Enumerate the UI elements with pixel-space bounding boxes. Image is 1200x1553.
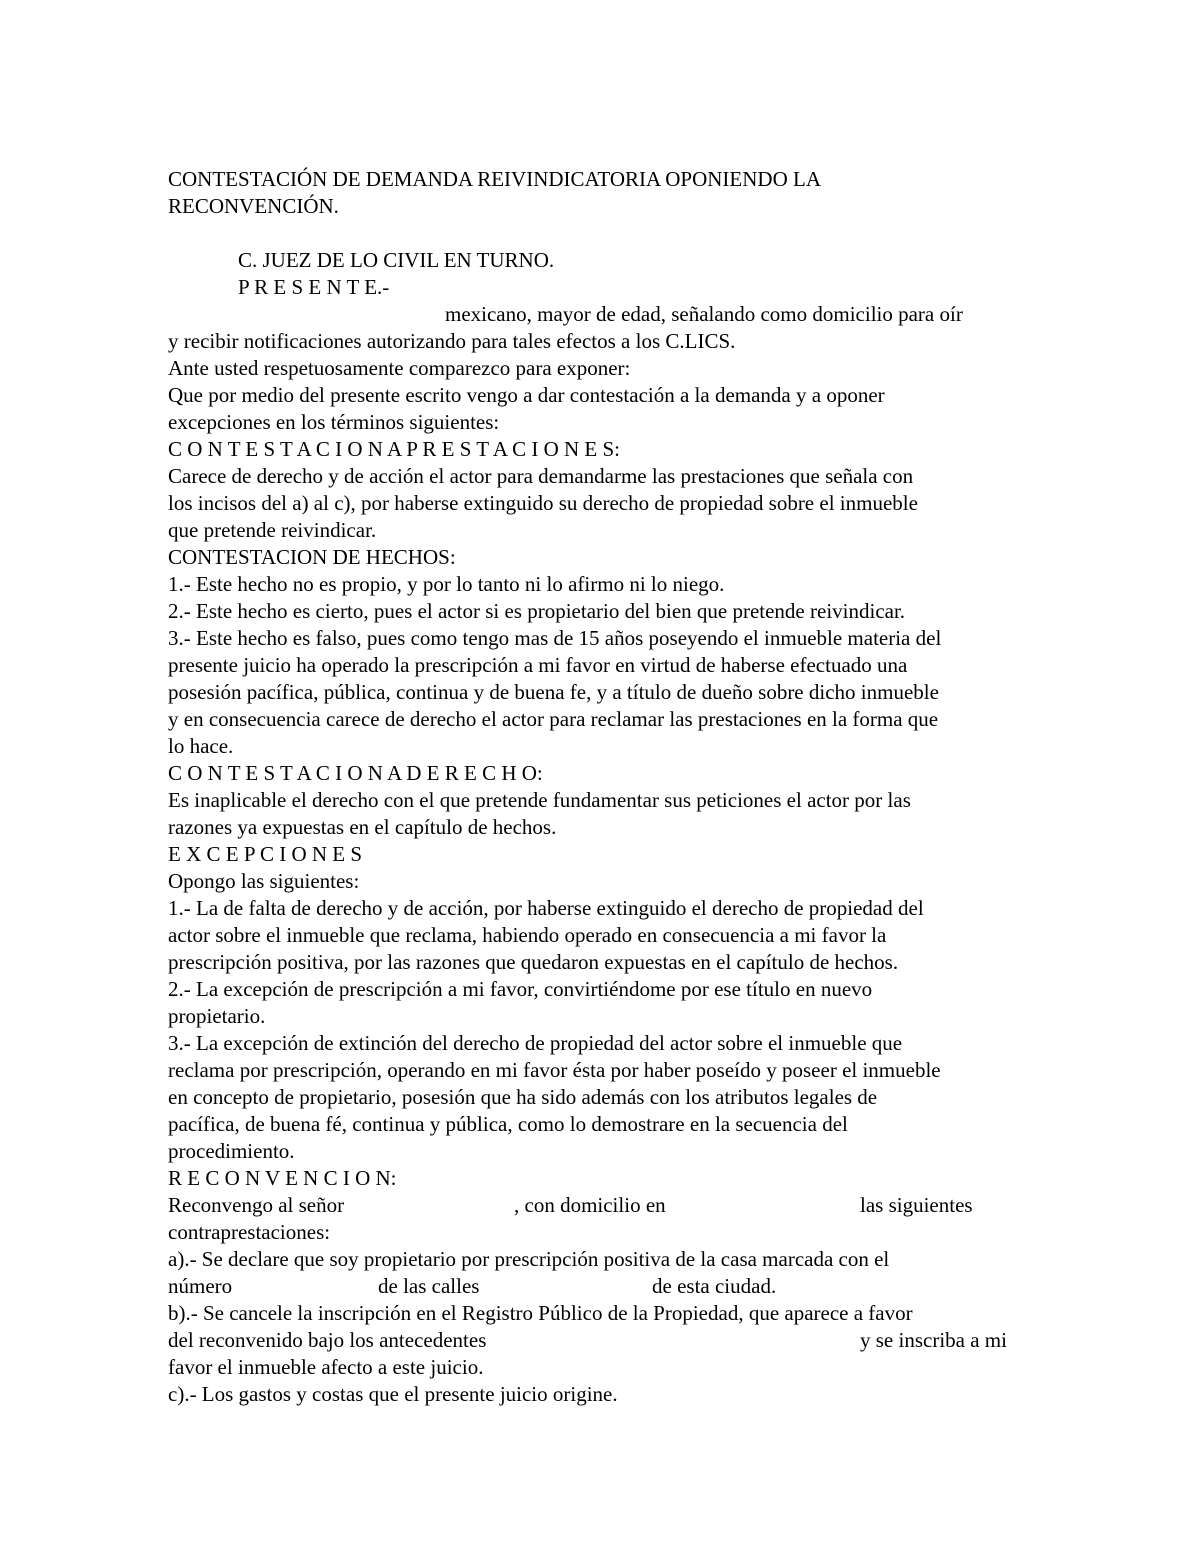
reconvencion-text: del reconvenido bajo los antecedentes [168, 1328, 487, 1352]
paragraph-line: reclama por prescripción, operando en mi favor ésta por haber poseído y poseer el inmueble [168, 1058, 941, 1082]
section-heading-derecho: C O N T E S T A C I O N A D E R E C H O: [168, 761, 543, 785]
intro-line: Ante usted respetuosamente comparezco para exponer: [168, 356, 631, 380]
paragraph-line: 1.- La de falta de derecho y de acción, por haberse extinguido el derecho de propiedad del [168, 896, 924, 920]
reconvencion-row [168, 1192, 1048, 1219]
paragraph-line: a).- Se declare que soy propietario por prescripción positiva de la casa marcada con el [168, 1247, 890, 1271]
paragraph-line: los incisos del a) al c), por haberse extinguido su derecho de propiedad sobre el inmueble [168, 491, 918, 515]
paragraph-line: pacífica, de buena fé, continua y pública, como lo demostrare en la secuencia del [168, 1112, 848, 1136]
paragraph-line: y en consecuencia carece de derecho el actor para reclamar las prestaciones en la forma que [168, 707, 939, 731]
reconvencion-text: Reconvengo al señor [168, 1193, 345, 1217]
paragraph-line: 2.- La excepción de prescripción a mi favor, convirtiéndome por ese título en nuevo [168, 977, 873, 1001]
paragraph-line: en concepto de propietario, posesión que ha sido además con los atributos legales de [168, 1085, 878, 1109]
document-title-line-1: CONTESTACIÓN DE DEMANDA REIVINDICATORIA OPONIENDO LA [168, 167, 821, 191]
document-title-line-2: RECONVENCIÓN. [168, 194, 339, 218]
addressee-judge: C. JUEZ DE LO CIVIL EN TURNO. [238, 248, 555, 272]
section-heading-prestaciones: C O N T E S T A C I O N A P R E S T A C I O N E S: [168, 437, 621, 461]
reconvencion-row [168, 1327, 1048, 1354]
paragraph-line: 2.- Este hecho es cierto, pues el actor si es propietario del bien que pretende reivindicar. [168, 599, 906, 623]
section-heading-excepciones: E X C E P C I O N E S [168, 842, 363, 866]
paragraph-line: propietario. [168, 1004, 266, 1028]
intro-line: mexicano, mayor de edad, señalando como domicilio para oír [445, 302, 963, 326]
paragraph-line: presente juicio ha operado la prescripción a mi favor en virtud de haberse efectuado una [168, 653, 908, 677]
paragraph-line: lo hace. [168, 734, 234, 758]
paragraph-line: 3.- Este hecho es falso, pues como tengo mas de 15 años poseyendo el inmueble materia del [168, 626, 942, 650]
paragraph-line: Es inaplicable el derecho con el que pretende fundamentar sus peticiones el actor por las [168, 788, 911, 812]
paragraph-line: contraprestaciones: [168, 1220, 331, 1244]
reconvencion-text: de las calles [378, 1274, 480, 1298]
section-heading-hechos: CONTESTACION DE HECHOS: [168, 545, 456, 569]
paragraph-line: Carece de derecho y de acción el actor para demandarme las prestaciones que señala con [168, 464, 914, 488]
paragraph-line: prescripción positiva, por las razones que quedaron expuestas en el capítulo de hechos. [168, 950, 899, 974]
intro-line: y recibir notificaciones autorizando para tales efectos a los C.LICS. [168, 329, 736, 353]
reconvencion-text: y se inscriba a mi [860, 1328, 1007, 1352]
paragraph-line: b).- Se cancele la inscripción en el Registro Público de la Propiedad, que aparece a favor [168, 1301, 913, 1325]
reconvencion-text: , con domicilio en [514, 1193, 666, 1217]
intro-line: excepciones en los términos siguientes: [168, 410, 500, 434]
section-heading-reconvencion: R E C O N V E N C I O N: [168, 1166, 397, 1190]
paragraph-line: razones ya expuestas en el capítulo de hechos. [168, 815, 557, 839]
paragraph-line: 3.- La excepción de extinción del derecho de propiedad del actor sobre el inmueble que [168, 1031, 903, 1055]
document-page [168, 166, 1048, 1408]
paragraph-line: favor el inmueble afecto a este juicio. [168, 1355, 484, 1379]
reconvencion-text: las siguientes [860, 1193, 973, 1217]
intro-line: Que por medio del presente escrito vengo a dar contestación a la demanda y a oponer [168, 383, 885, 407]
paragraph-line: c).- Los gastos y costas que el presente juicio origine. [168, 1382, 618, 1406]
reconvencion-text: de esta ciudad. [652, 1274, 777, 1298]
reconvencion-row [168, 1273, 1048, 1300]
paragraph-line: Opongo las siguientes: [168, 869, 360, 893]
paragraph-line: que pretende reivindicar. [168, 518, 377, 542]
reconvencion-text: número [168, 1274, 233, 1298]
addressee-presente: P R E S E N T E.- [238, 275, 390, 299]
paragraph-line: posesión pacífica, pública, continua y de buena fe, y a título de dueño sobre dicho inmueble [168, 680, 939, 704]
paragraph-line: actor sobre el inmueble que reclama, habiendo operado en consecuencia a mi favor la [168, 923, 887, 947]
paragraph-line: procedimiento. [168, 1139, 295, 1163]
paragraph-line: 1.- Este hecho no es propio, y por lo tanto ni lo afirmo ni lo niego. [168, 572, 725, 596]
spacer [168, 220, 1048, 247]
